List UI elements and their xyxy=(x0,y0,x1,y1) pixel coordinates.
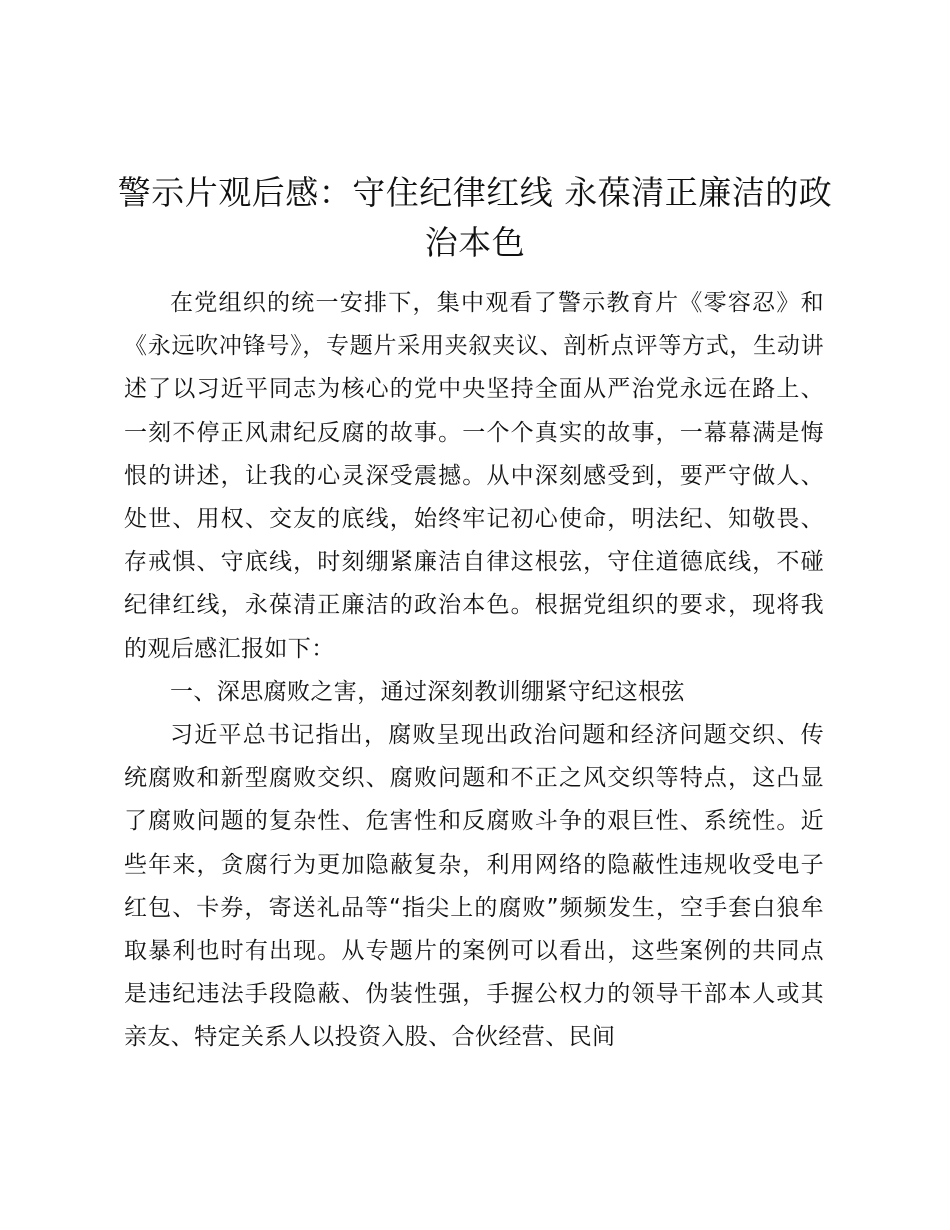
paragraph-section-1: 习近平总书记指出，腐败呈现出政治问题和经济问题交织、传统腐败和新型腐败交织、腐败问题和不正之风交织等特点，这凸显了腐败问题的复杂性、危害性和反腐败斗争的艰巨性、系统性。近些年来，贪腐行为更加隐蔽复杂，利用网络的隐蔽性违规收受电子红包、卡券，寄送礼品等“指尖上的腐败”频频发生，空手套白狼牟取暴利也时有出现。从专题片的案例可以看出，这些案例的共同点是违纪违法手段隐蔽、伪装性强，手握公权力的领导干部本人或其亲友、特定关系人以投资入股、合伙经营、民间 xyxy=(124,722,824,1051)
document-body xyxy=(124,282,824,1060)
document-title: 警示片观后感：守住纪律红线 永葆清正廉洁的政治本色 xyxy=(117,173,833,262)
paragraph-intro: 在党组织的统一安排下，集中观看了警示教育片《零容忍》和《永远吹冲锋号》，专题片采用夹叙夹议、剖析点评等方式，生动讲述了以习近平同志为核心的党中央坚持全面从严治党永远在路上、一刻不停正风肃纪反腐的故事。一个个真实的故事，一幕幕满是悔恨的讲述，让我的心灵深受震撼。从中深刻感受到，要严守做人、处世、用权、交友的底线，始终牢记初心使命，明法纪、知敬畏、存戒惧、守底线，时刻绷紧廉洁自律这根弦，守住道德底线，不碰纪律红线，永葆清正廉洁的政治本色。根据党组织的要求，现将我的观后感汇报如下： xyxy=(124,290,824,662)
section-heading-1: 一、深思腐败之害，通过深刻教训绷紧守纪这根弦 xyxy=(170,678,685,705)
